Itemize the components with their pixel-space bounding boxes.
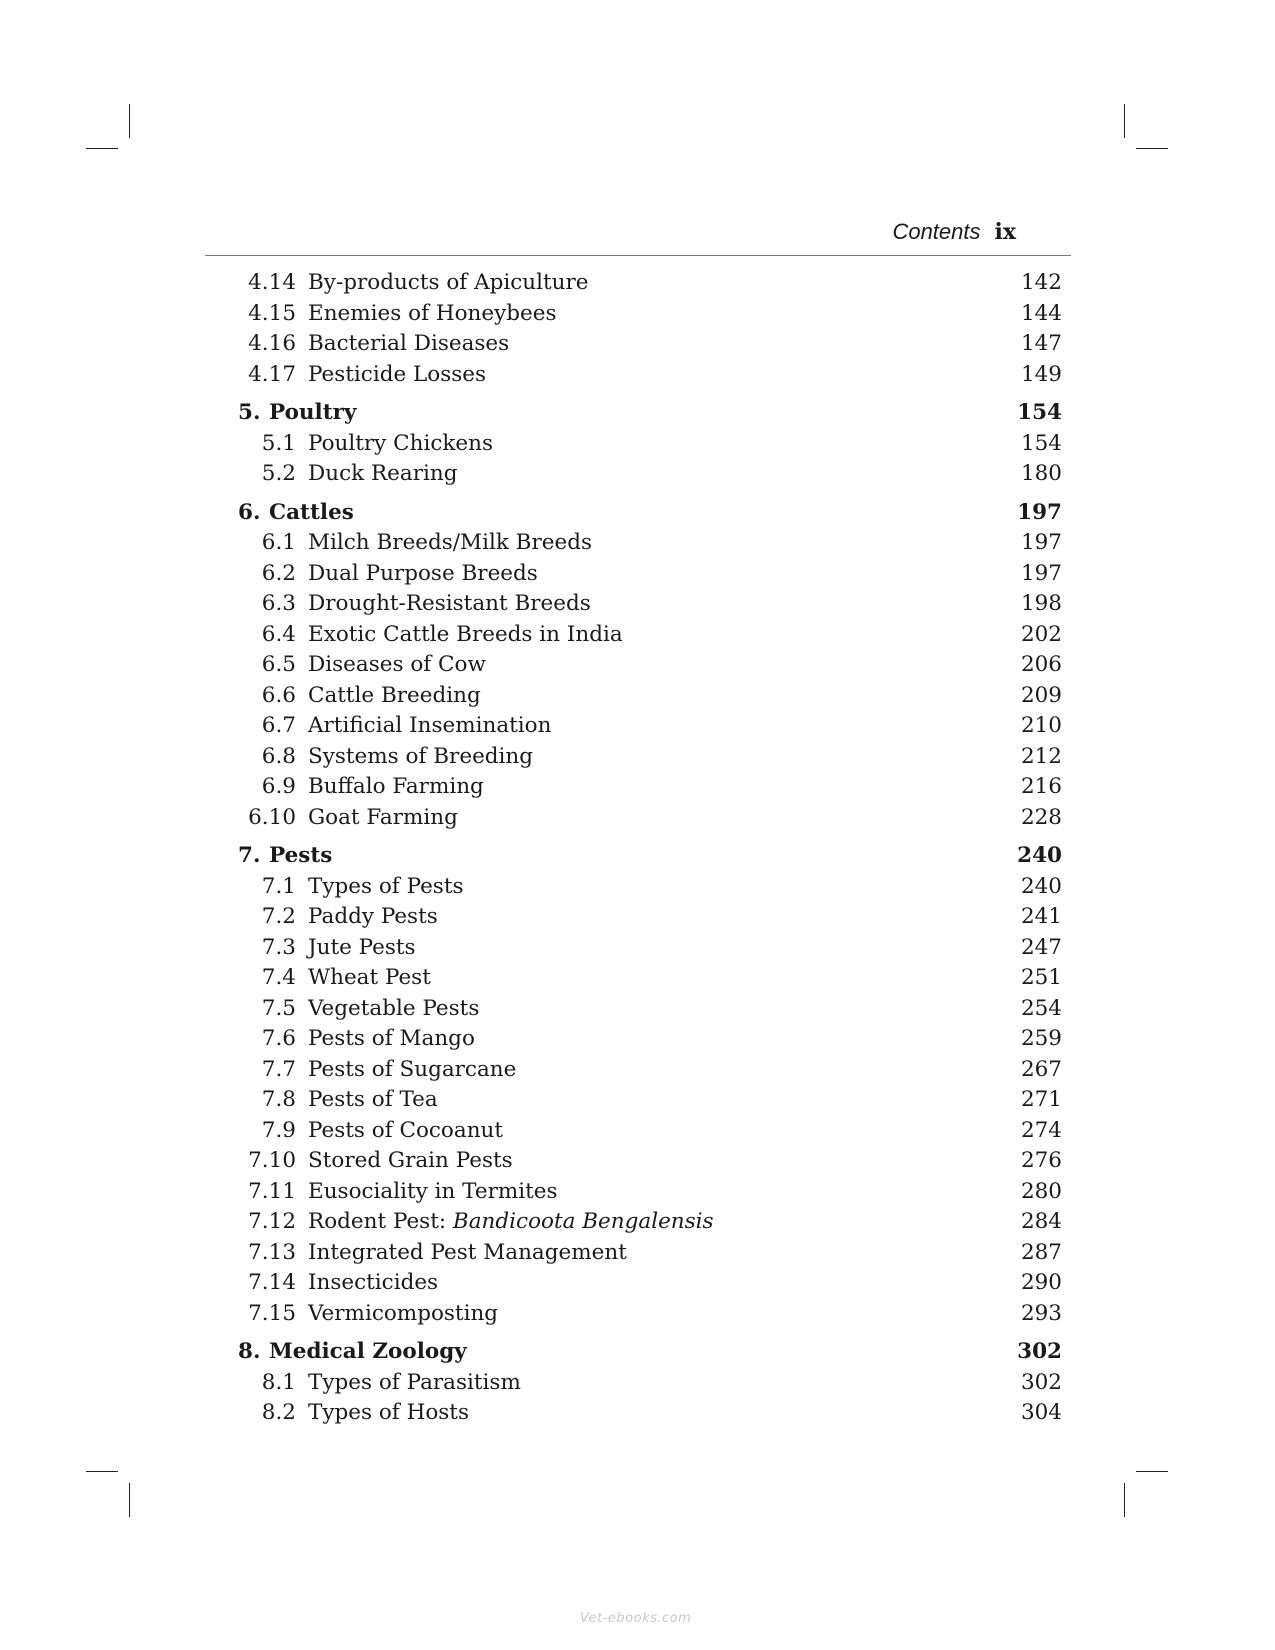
toc-section-row [0,1146,1275,1177]
toc-chapter-row [0,398,1275,429]
running-head-page-number: ix [994,219,1016,245]
toc-section-row [0,872,1275,903]
toc-entry-title-text: Jute Pests [308,934,416,960]
toc-entry-title-text: Stored Grain Pests [308,1148,513,1173]
toc-entry-title [308,360,486,390]
toc-entry-title [308,1368,521,1398]
toc-entry-title-text: Systems of Breeding [308,743,534,769]
toc-entry-title-text: Pests of Sugarcane [308,1056,517,1082]
toc-entry-title [308,429,493,459]
toc-section-row [0,299,1275,330]
toc-entry-title-text: Drought-Resistant Breeds [308,591,591,616]
toc-entry-number: 7.2 [261,904,296,929]
toc-entry-page: 154 [1020,430,1062,456]
toc-entry-title-text: Dual Purpose Breeds [308,560,538,586]
toc-entry-number: 7.8 [261,1087,296,1112]
toc-section-row [0,360,1275,391]
toc-entry-title [308,1177,558,1207]
toc-entry-number: 4.16 [248,331,296,356]
toc-entry-title [308,1268,438,1298]
toc-entry-number: 6.4 [261,621,296,647]
toc-entry-number: 6.2 [261,560,296,586]
toc-entry-title-text: Milch Breeds/Milk Breeds [308,530,593,555]
toc-entry-title-text: Pesticide Losses [308,361,487,387]
toc-entry-title [308,1116,503,1146]
toc-entry-title [308,902,438,932]
toc-entry-title [308,803,458,833]
toc-section-row [0,994,1275,1025]
toc-entry-title-text: Medical Zoology [269,1339,467,1364]
toc-entry-page: 228 [1020,804,1062,830]
toc-chapter-row [0,841,1275,872]
toc-entry-title-text: Rodent Pest: [308,1209,453,1234]
toc-entry-page: 216 [1020,774,1062,799]
toc-entry-title [308,1024,475,1054]
toc-entry-title-text: Types of Pests [308,873,464,899]
toc-section-row [0,650,1275,681]
toc-entry-title-text: Pests of Mango [308,1026,475,1051]
toc-chapter-row [0,1337,1275,1368]
toc-entry-number: 7.10 [248,1148,296,1173]
toc-entry-page: 302 [1020,1369,1062,1395]
toc-entry-page: 287 [1020,1239,1062,1265]
header-rule [205,255,1071,256]
toc-entry-number: 4.17 [248,361,296,387]
toc-entry-page: 142 [1020,270,1062,295]
toc-entry-title [269,398,356,428]
toc-entry-title-text: Poultry Chickens [308,430,494,456]
toc-entry-title [308,1085,438,1115]
toc-entry-title [308,1055,516,1085]
crop-mark [86,1471,118,1472]
toc-entry-page: 202 [1020,621,1062,647]
crop-mark [1136,1471,1168,1472]
toc-entry-page: 197 [1020,560,1062,586]
toc-entry-title-text: Pests of Cocoanut [308,1117,504,1143]
running-head [892,219,1016,245]
toc-entry-page: 267 [1020,1056,1062,1082]
toc-entry-title [308,559,538,589]
toc-section-row [0,268,1275,299]
crop-mark [86,148,118,149]
toc-section-row [0,742,1275,773]
toc-entry-number: 7.12 [248,1209,296,1234]
toc-entry-title [308,872,464,902]
toc-entry-title-text: Artificial Insemination [308,713,552,738]
toc-section-row [0,1024,1275,1055]
toc-section-row [0,620,1275,651]
toc-entry-page: 280 [1020,1178,1062,1204]
toc-entry-title [308,650,486,680]
toc-entry-title [308,299,557,329]
toc-entry-title-text: Duck Rearing [308,461,458,486]
toc-entry-page: 206 [1020,652,1062,677]
toc-entry-number: 8.2 [261,1400,296,1425]
toc-section-row [0,1268,1275,1299]
toc-entry-page: 147 [1020,331,1062,356]
toc-entry-page: 284 [1020,1209,1062,1234]
toc-entry-title [308,268,589,298]
toc-entry-title [308,681,481,711]
toc-entry-page: 210 [1020,713,1062,738]
toc-entry-page: 247 [1020,934,1062,960]
toc-entry-title [308,329,509,359]
crop-mark [129,1483,130,1517]
toc-entry-title-text: Cattle Breeding [308,682,481,708]
toc-entry-title [308,528,592,558]
toc-entry-title-text: Paddy Pests [308,904,438,929]
toc-entry-title [308,963,431,993]
toc-entry-number: 7.13 [248,1239,296,1265]
toc-entry-page: 251 [1020,965,1062,990]
toc-entry-title-text: Pests [269,843,333,868]
toc-section-row [0,528,1275,559]
toc-entry-number: 7.15 [248,1300,296,1326]
toc-section-row [0,429,1275,460]
toc-section-row [0,772,1275,803]
toc-entry-number: 6.5 [261,652,296,677]
toc-entry-title-text: Bacterial Diseases [308,331,510,356]
toc-section-row [0,1116,1275,1147]
toc-section-row [0,1299,1275,1330]
toc-entry-title [308,1146,513,1176]
toc-entry-title-text: Exotic Cattle Breeds in India [308,621,623,647]
toc-entry-number: 7.4 [261,965,296,990]
toc-section-row [0,1238,1275,1269]
toc-entry-number: 6.3 [261,591,296,616]
toc-entry-number: 7.5 [261,995,296,1021]
toc-entry-title [308,933,416,963]
toc-entry-number: 4.15 [248,300,296,326]
toc-entry-title [308,1238,627,1268]
toc-entry-page: 209 [1020,682,1062,708]
toc-entry-title [269,1337,467,1367]
toc-section-row [0,329,1275,360]
toc-entry-title-text: Wheat Pest [308,965,431,990]
toc-entry-title-italic: Bandicoota Bengalensis [452,1209,714,1234]
toc-entry-number: 6.10 [248,804,296,830]
toc-section-row [0,1085,1275,1116]
toc-entry-page: 144 [1020,300,1062,326]
toc-entry-number: 5.2 [261,461,296,486]
toc-entry-page: 180 [1020,461,1062,486]
toc-entry-title [308,1398,469,1428]
toc-entry-title [308,994,479,1024]
toc-entry-title-text: Vermicomposting [308,1300,499,1326]
toc-entry-page: 197 [1020,530,1062,555]
toc-entry-title [269,841,332,871]
crop-mark [1124,1483,1125,1517]
toc-section-row [0,711,1275,742]
toc-entry-page: 212 [1020,743,1062,769]
toc-entry-page: 240 [1017,843,1062,868]
toc-entry-number: 5. [238,400,261,425]
toc-entry-page: 293 [1020,1300,1062,1326]
crop-mark [129,104,130,138]
toc-entry-page: 290 [1020,1270,1062,1295]
toc-entry-number: 6.1 [261,530,296,555]
toc-entry-title-text: Eusociality in Termites [308,1178,558,1204]
toc-entry-title-text: Types of Parasitism [308,1369,521,1395]
toc-entry-number: 6.7 [261,713,296,738]
toc-entry-page: 149 [1020,361,1062,387]
table-of-contents [0,268,1275,1429]
toc-entry-page: 276 [1020,1148,1062,1173]
toc-entry-title-text: Insecticides [308,1270,439,1295]
toc-section-row [0,1398,1275,1429]
running-head-title: Contents [892,219,981,244]
toc-entry-number: 4.14 [248,270,296,295]
toc-entry-title-text: Vegetable Pests [308,995,480,1021]
crop-mark [1124,104,1125,138]
toc-section-row [0,933,1275,964]
toc-entry-title [308,620,623,650]
toc-entry-title-text: Integrated Pest Management [308,1239,627,1265]
toc-entry-number: 7.3 [261,934,296,960]
toc-entry-title-text: Cattles [269,499,354,525]
toc-entry-title [308,1207,714,1237]
toc-entry-title-text: Pests of Tea [308,1087,438,1112]
toc-entry-number: 6.9 [261,774,296,799]
toc-entry-title-text: Enemies of Honeybees [308,300,557,326]
toc-entry-number: 8.1 [261,1369,296,1395]
toc-entry-title-text: Poultry [269,400,357,425]
toc-section-row [0,803,1275,834]
toc-entry-number: 7. [238,843,261,868]
toc-section-row [0,1368,1275,1399]
toc-entry-title [308,772,484,802]
toc-entry-number: 7.6 [261,1026,296,1051]
toc-entry-page: 254 [1020,995,1062,1021]
toc-entry-title-text: By-products of Apiculture [308,270,589,295]
toc-entry-number: 7.11 [248,1178,296,1204]
toc-section-row [0,902,1275,933]
toc-entry-number: 7.7 [261,1056,296,1082]
toc-entry-page: 241 [1020,904,1062,929]
toc-entry-title [308,589,591,619]
toc-entry-title-text: Types of Hosts [308,1400,469,1425]
toc-entry-title-text: Goat Farming [308,804,458,830]
watermark: Vet-ebooks.com [580,1611,692,1626]
toc-entry-number: 6.6 [261,682,296,708]
toc-entry-title [308,742,533,772]
toc-entry-page: 197 [1017,499,1062,525]
toc-section-row [0,589,1275,620]
toc-entry-title [308,459,457,489]
toc-entry-title [308,711,551,741]
toc-section-row [0,963,1275,994]
toc-entry-title-text: Diseases of Cow [308,652,486,677]
toc-entry-number: 7.14 [248,1270,296,1295]
toc-entry-page: 274 [1020,1117,1062,1143]
toc-entry-page: 198 [1020,591,1062,616]
toc-section-row [0,1055,1275,1086]
toc-entry-page: 304 [1020,1400,1062,1425]
toc-entry-page: 259 [1020,1026,1062,1051]
toc-section-row [0,1177,1275,1208]
toc-entry-title-text: Buffalo Farming [308,774,484,799]
toc-entry-number: 6.8 [261,743,296,769]
toc-section-row [0,459,1275,490]
toc-entry-title [269,498,354,528]
toc-entry-page: 154 [1017,400,1062,425]
crop-mark [1136,148,1168,149]
toc-entry-number: 7.9 [261,1117,296,1143]
toc-chapter-row [0,498,1275,529]
toc-entry-page: 271 [1020,1087,1062,1112]
toc-section-row [0,681,1275,712]
toc-entry-number: 8. [238,1339,261,1364]
toc-entry-page: 240 [1020,873,1062,899]
toc-entry-number: 5.1 [261,430,296,456]
toc-entry-number: 7.1 [261,873,296,899]
toc-entry-title [308,1299,498,1329]
toc-entry-number: 6. [238,499,261,525]
toc-entry-page: 302 [1017,1339,1062,1364]
toc-section-row [0,1207,1275,1238]
toc-section-row [0,559,1275,590]
